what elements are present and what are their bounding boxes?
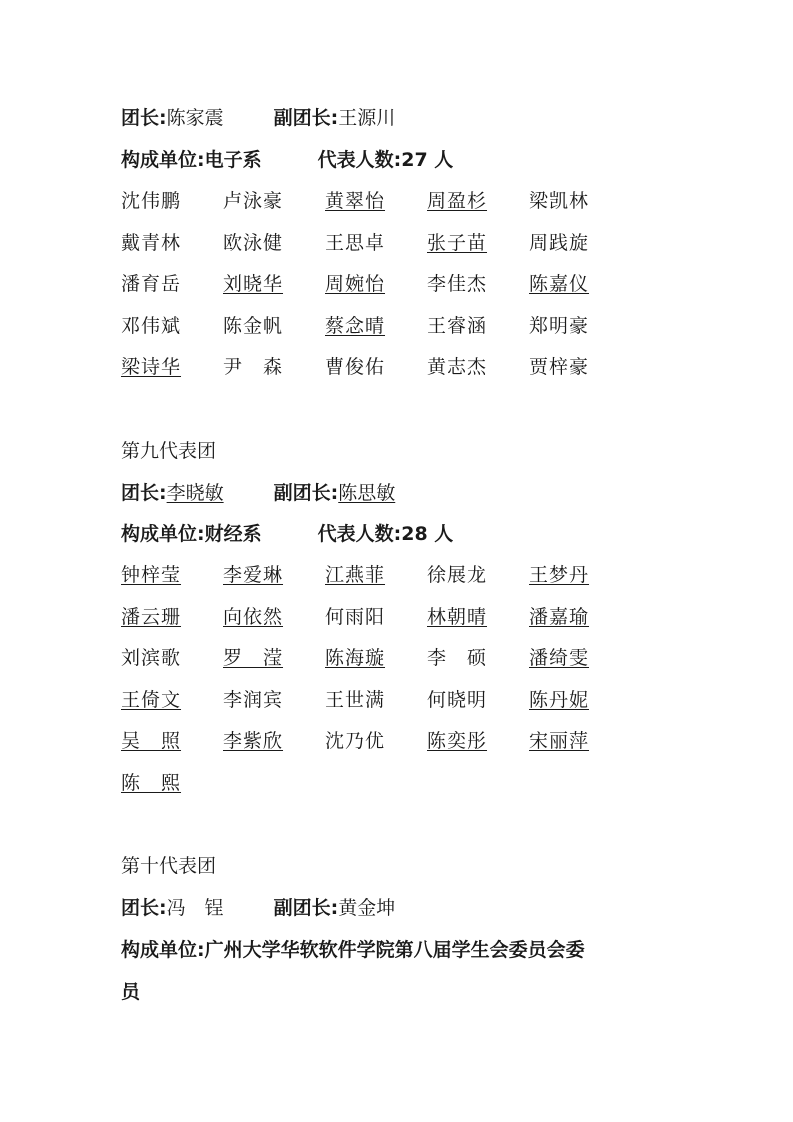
member-name: 吴 照 xyxy=(121,730,182,752)
member-name: 郑明豪 xyxy=(529,314,590,337)
member-name: 王世满 xyxy=(325,688,386,711)
member-name: 黄志杰 xyxy=(427,356,488,378)
member-name: 何雨阳 xyxy=(325,605,386,628)
leader-label: 团长: xyxy=(121,897,167,919)
count-label: 代表人数: xyxy=(317,523,402,545)
member-name: 周践旋 xyxy=(529,231,590,254)
member-name: 陈嘉仪 xyxy=(529,273,590,295)
block8-unit-line xyxy=(121,147,453,173)
member-name: 王梦丹 xyxy=(529,564,590,586)
member-name: 张子苗 xyxy=(427,231,488,254)
member-name: 徐展龙 xyxy=(427,564,488,586)
member-name: 王睿涵 xyxy=(427,314,488,337)
member-name: 向依然 xyxy=(223,605,284,628)
member-name: 欧泳健 xyxy=(223,231,284,254)
member-name: 钟梓莹 xyxy=(121,564,182,586)
block9-unit-line xyxy=(121,521,453,547)
block10-leaders-line xyxy=(121,895,395,921)
member-name: 刘滨歌 xyxy=(121,647,182,669)
leader-label: 团长: xyxy=(121,107,167,129)
member-name: 潘云珊 xyxy=(121,605,182,628)
member-name: 潘绮雯 xyxy=(529,647,590,669)
vice-leader-label: 副团长: xyxy=(273,107,339,129)
unit-label: 构成单位: xyxy=(121,149,205,171)
leader-name: 冯 锃 xyxy=(166,897,224,919)
member-name: 黄翠怡 xyxy=(325,190,386,212)
leader-name: 陈家震 xyxy=(166,107,224,129)
count-value: 28 人 xyxy=(401,523,454,545)
member-name: 罗 滢 xyxy=(223,647,284,669)
block9-title: 第九代表团 xyxy=(121,440,217,462)
member-name: 曹俊佑 xyxy=(325,356,386,378)
vice-leader-label: 副团长: xyxy=(273,897,339,919)
member-name: 潘嘉瑜 xyxy=(529,605,590,628)
member-name: 卢泳豪 xyxy=(223,190,284,212)
vice-leader-name: 黄金坤 xyxy=(338,897,396,919)
member-name: 李紫欣 xyxy=(223,730,284,752)
member-name: 周婉怡 xyxy=(325,273,386,295)
leader-name: 李晓敏 xyxy=(166,482,224,504)
member-name: 周盈杉 xyxy=(427,190,488,212)
member-name: 潘育岳 xyxy=(121,273,182,295)
unit-value: 广州大学华软软件学院第八届学生会委员会委 xyxy=(204,939,585,961)
unit-value: 电子系 xyxy=(204,149,262,171)
block10-unit-line-continued: 员 xyxy=(121,981,141,1003)
count-value: 27 人 xyxy=(401,149,454,171)
block9-leaders-line xyxy=(121,480,395,506)
vice-leader-name: 陈思敏 xyxy=(338,482,396,504)
member-name: 王倚文 xyxy=(121,688,182,711)
member-name: 江燕菲 xyxy=(325,564,386,586)
unit-label: 构成单位: xyxy=(121,939,205,961)
member-name: 陈金帆 xyxy=(223,314,284,337)
member-name: 沈乃优 xyxy=(325,730,386,752)
vice-leader-label: 副团长: xyxy=(273,482,339,504)
member-name: 梁诗华 xyxy=(121,356,182,378)
vice-leader-name: 王源川 xyxy=(338,107,396,129)
member-name: 陈丹妮 xyxy=(529,688,590,711)
member-name: 陈奕彤 xyxy=(427,730,488,752)
member-name: 李佳杰 xyxy=(427,273,488,295)
member-name: 刘晓华 xyxy=(223,273,284,295)
member-name: 李润宾 xyxy=(223,688,284,711)
member-name: 贾梓豪 xyxy=(529,356,590,378)
block10-unit-line xyxy=(121,937,585,963)
member-name: 梁凯林 xyxy=(529,190,590,212)
member-name: 邓伟斌 xyxy=(121,314,182,337)
member-name: 王思卓 xyxy=(325,231,386,254)
block8-leaders-line xyxy=(121,105,395,131)
member-name: 宋丽萍 xyxy=(529,730,590,752)
member-name: 戴青林 xyxy=(121,231,182,254)
unit-value: 财经系 xyxy=(204,523,262,545)
member-name: 尹 森 xyxy=(223,356,284,378)
member-name: 陈海璇 xyxy=(325,647,386,669)
member-name: 李爱琳 xyxy=(223,564,284,586)
member-name: 林朝晴 xyxy=(427,605,488,628)
block10-title: 第十代表团 xyxy=(121,855,217,877)
leader-label: 团长: xyxy=(121,482,167,504)
member-name: 陈 熙 xyxy=(121,771,182,794)
count-label: 代表人数: xyxy=(317,149,402,171)
member-name: 李 硕 xyxy=(427,647,488,669)
member-name: 沈伟鹏 xyxy=(121,190,182,212)
member-name: 蔡念晴 xyxy=(325,314,386,337)
unit-label: 构成单位: xyxy=(121,523,205,545)
member-name: 何晓明 xyxy=(427,688,488,711)
